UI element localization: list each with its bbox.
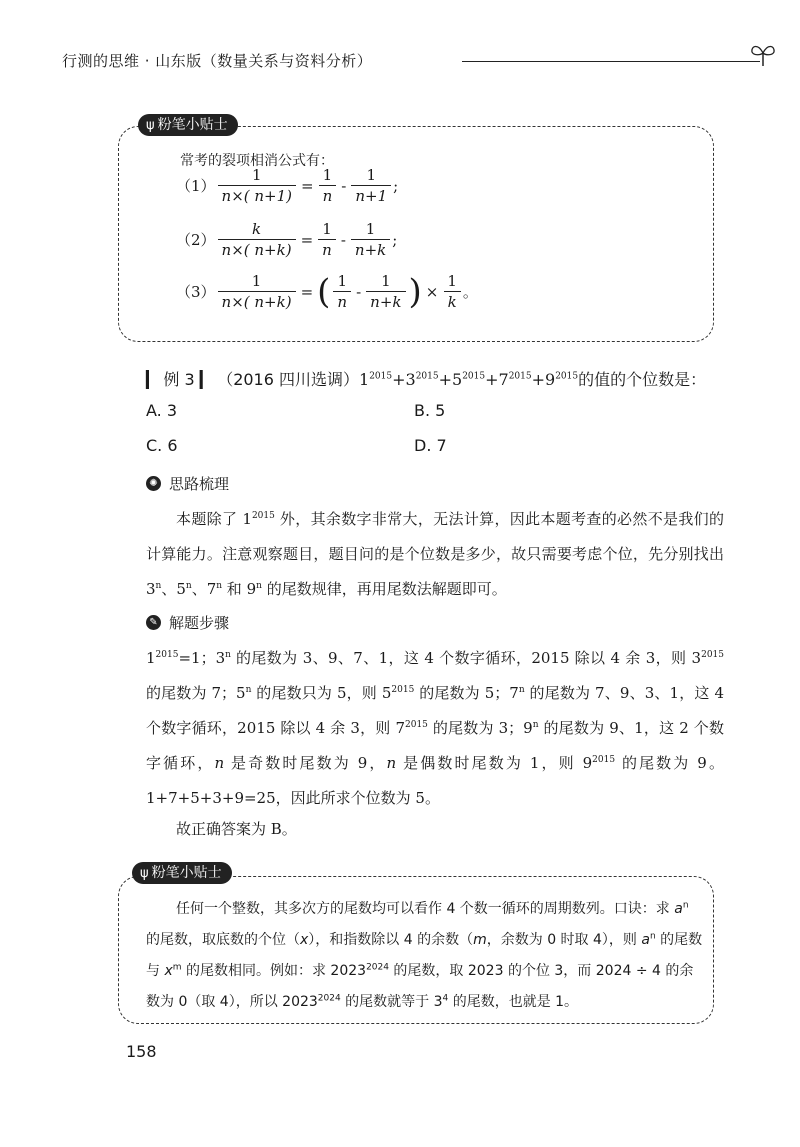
solution-paragraph: $1^{2015}=1$；3$^n$ 的尾数为 3、9、7、1，这 4 个数字循环，2015 除以 4 余 3，则 $3^{2015}$ 的尾数为 7；5$^n$ 的尾数只为 5，则 $5^{2015}$ 的尾数为 5；7$^n$ 的尾数为 7、9、3、1，这 4 个数字循环，2015 除以 4 余 3，则 $7^{2015}$ 的尾数为 3；9$^n$ 的尾数为 9、1，这 2 个数字循环，n 是奇数时尾数为 9，n 是偶数时尾数为 1，则 $9^{2015}$ 的尾数为 9。1+7+5+3+9=25，因此所求个位数为 5。: [146, 649, 724, 807]
fraction: [218, 166, 296, 205]
example-marker: ▎: [199, 370, 213, 389]
equals-sign: =: [300, 230, 314, 249]
pen-icon: ✎: [146, 615, 161, 630]
fraction: [351, 220, 390, 259]
fraction: [366, 272, 405, 311]
times-sign: ×: [425, 282, 439, 301]
tip-paragraph: 任何一个整数，其多次方的尾数均可以看作 4 个数一循环的周期数列。口诀：求 $a^n$ 的尾数，取底数的个位（x），和指数除以 4 的余数（m，余数为 0 时取 4），则 $a^n$ 的尾数与 $x^m$ 的尾数相同。例如：求 $2023^{2024}$ 的尾数，取 2023 的个位 3，而 2024 ÷ 4 的余数为 0（取 4），所以 $2023^{2024}$ 的尾数就等于 $3^4$ 的尾数，也就是 1。: [146, 900, 703, 1010]
denominator: n+k: [366, 291, 405, 311]
numerator: 1: [322, 166, 333, 184]
numerator: 1: [366, 166, 377, 184]
solution-heading: [146, 612, 229, 633]
fraction: [319, 166, 337, 205]
example-label: 例 3: [163, 370, 195, 389]
analysis-heading-label: 思路梳理: [169, 475, 230, 493]
option-d: D. 7: [414, 436, 447, 455]
answer-line: 故正确答案为 B。: [176, 820, 297, 838]
fraction: [333, 272, 351, 311]
left-paren: (: [317, 271, 331, 312]
gear-icon: ✺: [146, 476, 161, 491]
solution-heading-label: 解题步骤: [169, 614, 230, 632]
question-stem: [146, 367, 706, 390]
denominator: n×( n+1): [218, 185, 296, 205]
header-rule: [462, 61, 760, 62]
sprout-icon: ψ: [140, 866, 149, 881]
numerator: k: [252, 220, 262, 238]
numerator: 1: [447, 272, 457, 290]
sprout-icon: [748, 38, 778, 68]
formula-label: （3）: [176, 283, 216, 301]
tip-badge-label: 粉笔小贴士: [157, 117, 228, 133]
formula-label: （2）: [176, 231, 216, 249]
punctuation: ;: [393, 176, 399, 195]
denominator: n+1: [351, 185, 391, 205]
numerator: 1: [337, 272, 348, 290]
fraction: [318, 220, 336, 259]
formula-intro: 常考的裂项相消公式有：: [180, 153, 334, 169]
example-marker: ▎: [146, 370, 159, 389]
numerator: 1: [322, 220, 332, 238]
page-number: 158: [126, 1042, 157, 1061]
analysis-heading: [146, 473, 229, 494]
fraction: [443, 272, 461, 311]
formula-1: [176, 166, 398, 205]
numerator: 1: [381, 272, 391, 290]
equals-sign: =: [301, 176, 314, 195]
minus-sign: -: [340, 230, 346, 249]
sprout-icon: ψ: [146, 118, 155, 133]
denominator: n: [319, 185, 337, 205]
tip-badge: [138, 114, 238, 136]
fraction: [351, 166, 391, 205]
question-source: （2016 四川选调）: [217, 370, 359, 389]
right-paren: ): [408, 271, 422, 312]
denominator: n: [333, 291, 351, 311]
numerator: 1: [365, 220, 376, 238]
analysis-paragraph: 本题除了 $1^{2015}$ 外，其余数字非常大，无法计算，因此本题考查的必然不是我们的计算能力。注意观察题目，题目问的是个位数是多少，故只需要考虑个位，先分别找出 3$^n$、5$^n$、7$^n$ 和 9$^n$ 的尾数规律，再用尾数法解题即可。: [146, 510, 724, 598]
option-a: A. 3: [146, 401, 178, 420]
option-b: B. 5: [414, 401, 446, 420]
tip-badge: [132, 862, 232, 884]
minus-sign: -: [341, 176, 347, 195]
denominator: n×( n+k): [218, 239, 296, 259]
question-tail: 的值的个位数是：: [578, 370, 707, 389]
punctuation: 。: [462, 283, 478, 301]
running-header: [62, 46, 722, 76]
option-c: C. 6: [146, 436, 178, 455]
denominator: n: [318, 239, 336, 259]
fraction: [218, 272, 296, 311]
fraction: [218, 220, 296, 259]
tip-badge-label: 粉笔小贴士: [151, 865, 222, 881]
denominator: k: [444, 291, 461, 311]
minus-sign: -: [356, 282, 362, 301]
numerator: 1: [251, 272, 262, 290]
equals-sign: =: [300, 282, 314, 301]
numerator: 1: [252, 166, 262, 184]
question-expression: $1^{2015}+3^{2015}+5^{2015}+7^{2015}+9^{2015}$: [359, 370, 579, 389]
formula-3: [176, 272, 478, 311]
denominator: n×( n+k): [218, 291, 296, 311]
header-title: 行测的思维 · 山东版（数量关系与资料分析）: [62, 52, 373, 70]
formula-label: （1）: [176, 177, 216, 195]
punctuation: ;: [392, 230, 398, 249]
formula-2: [176, 220, 397, 259]
denominator: n+k: [351, 239, 390, 259]
